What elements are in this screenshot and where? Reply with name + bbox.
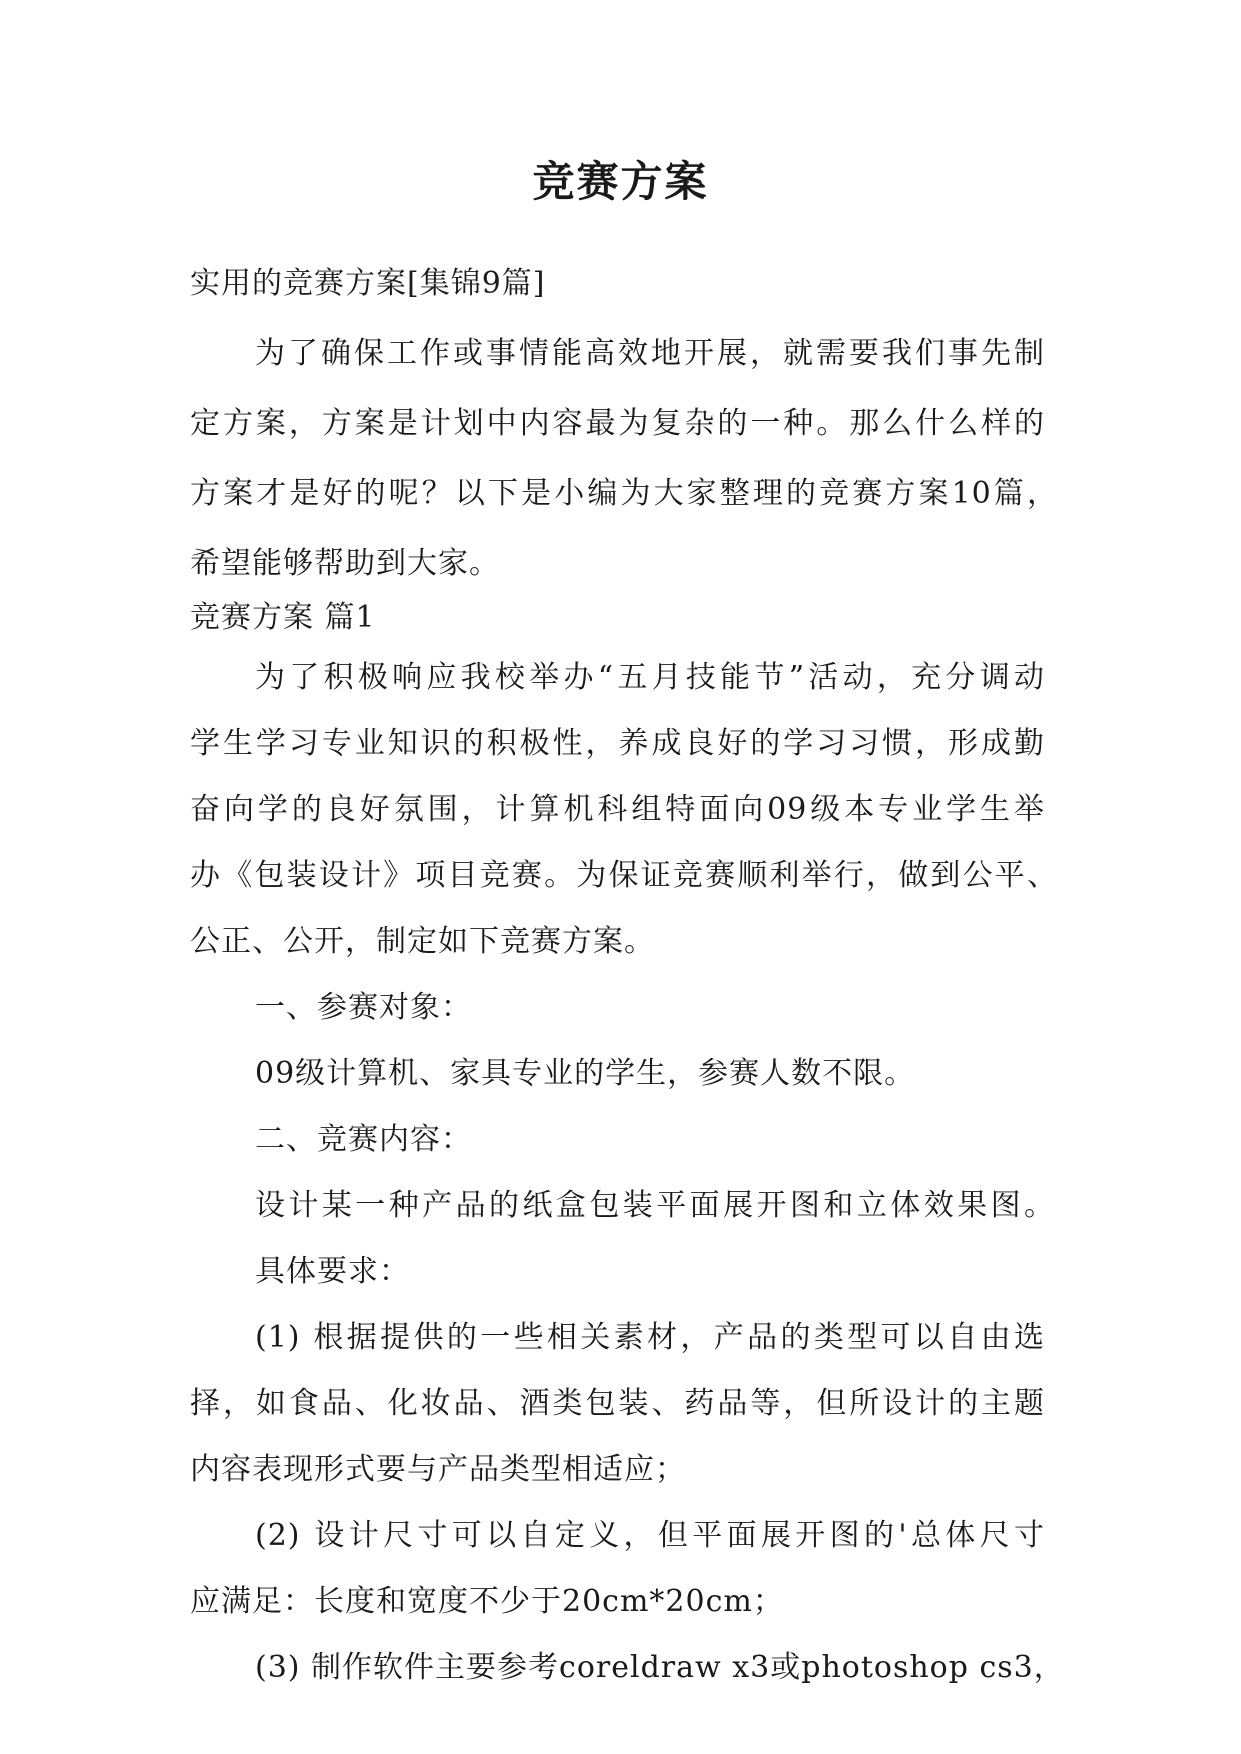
paragraph-line: 学生学习专业知识的积极性，养成良好的学习习惯，形成勤 bbox=[190, 726, 1045, 761]
paragraph-line: 公正、公开，制定如下竞赛方案。 bbox=[190, 924, 655, 959]
paragraph-line: 办《包装设计》项目竞赛。为保证竞赛顺利举行，做到公平、 bbox=[190, 858, 1058, 893]
paragraph-line: 为了确保工作或事情能高效地开展，就需要我们事先制 bbox=[255, 336, 1045, 371]
paragraph-line: 为了积极响应我校举办“五月技能节”活动，充分调动 bbox=[255, 660, 1045, 695]
paragraph-line: (1) 根据提供的一些相关素材，产品的类型可以自由选 bbox=[255, 1320, 1045, 1355]
document-title: 竞赛方案 bbox=[532, 157, 709, 206]
paragraph-line: 奋向学的良好氛围，计算机科组特面向09级本专业学生举 bbox=[190, 792, 1045, 827]
paragraph-line: 定方案，方案是计划中内容最为复杂的一种。那么什么样的 bbox=[190, 406, 1045, 441]
paragraph-line: 内容表现形式要与产品类型相适应； bbox=[190, 1452, 686, 1487]
paragraph-line: 09级计算机、家具专业的学生，参赛人数不限。 bbox=[255, 1056, 916, 1091]
paragraph-line: 一、参赛对象： bbox=[255, 990, 472, 1025]
paragraph-line: 二、竞赛内容： bbox=[255, 1122, 472, 1157]
paragraph-line: 择，如食品、化妆品、酒类包装、药品等，但所设计的主题 bbox=[190, 1386, 1045, 1421]
paragraph-line: (3) 制作软件主要参考coreldraw x3或photoshop cs3， bbox=[255, 1650, 1065, 1685]
paragraph-line: 设计某一种产品的纸盒包装平面展开图和立体效果图。 bbox=[255, 1188, 1055, 1223]
paragraph-line: 应满足：长度和宽度不少于20cm*20cm； bbox=[190, 1584, 784, 1619]
paragraph-line: 竞赛方案 篇1 bbox=[190, 600, 376, 635]
paragraph-line: 方案才是好的呢？以下是小编为大家整理的竞赛方案10篇， bbox=[190, 476, 1058, 511]
paragraph-line: 希望能够帮助到大家。 bbox=[190, 546, 500, 581]
paragraph-line: 实用的竞赛方案[集锦9篇] bbox=[190, 266, 546, 301]
paragraph-line: (2) 设计尺寸可以自定义，但平面展开图的'总体尺寸 bbox=[255, 1518, 1045, 1553]
paragraph-line: 具体要求： bbox=[255, 1254, 410, 1289]
